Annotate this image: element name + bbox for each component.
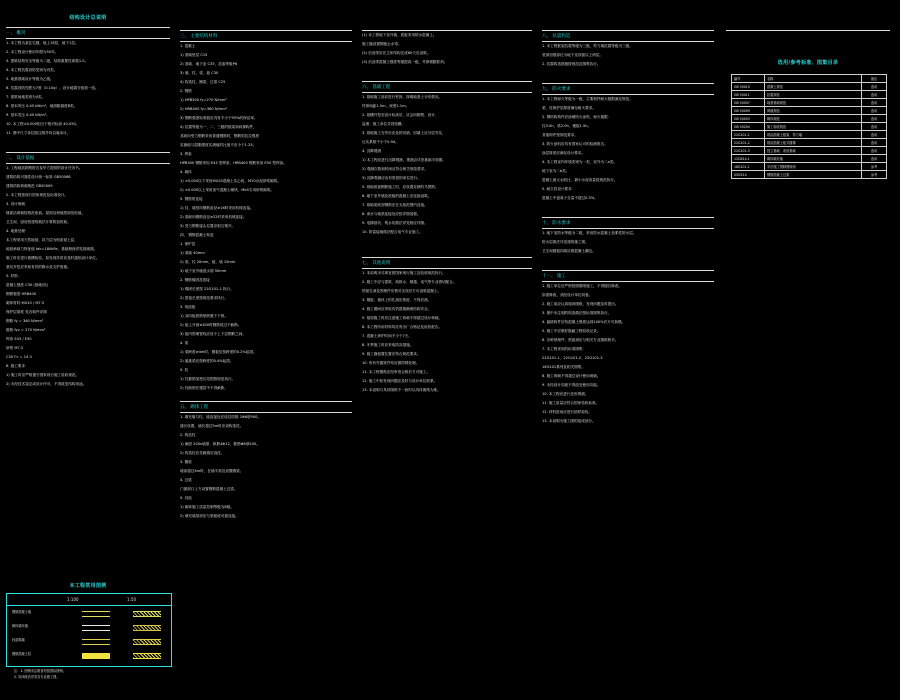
- note-line: 卫生间楼板四周应做混凝土翻边。: [542, 249, 596, 253]
- note-line: 1. 工程地质勘察报告及甲方提供的设计任务书。: [6, 166, 83, 170]
- divider: [726, 30, 890, 31]
- note-line: 2. 钢结构构件应涂刷防火涂料，耐火极限：: [542, 115, 612, 119]
- note-line: 2) 基础、地下室 C35，抗渗等级P6: [180, 62, 238, 66]
- note-line: 3) 钢筋强度标准值应具有不小于95%的保证率。: [180, 116, 258, 120]
- note-line: 10. 防雷接地做法配合电气专业施工。: [362, 230, 423, 234]
- note-line: 实测值与屈服强度实测值的比值不应小于1.25。: [180, 143, 257, 147]
- note-line: 2) HRB400 fy=360 N/mm²: [180, 107, 228, 111]
- note-line: 5. 耐久性设计要求：: [542, 187, 576, 191]
- note-line: 2) 板上开洞≤300时钢筋绕过不截断。: [180, 323, 242, 327]
- table-cell: 混凝土规范: [765, 83, 862, 91]
- section-heading: 十一、 施工: [542, 274, 566, 279]
- table-row: [732, 139, 887, 147]
- note-line: 门窗洞口上方设置钢筋混凝土过梁。: [180, 487, 238, 491]
- note-line: 4. 本工程抗震设防类别为丙类。: [6, 68, 58, 72]
- section-foundation-lines: [362, 93, 532, 237]
- legend-scale-1: 1:100: [67, 597, 79, 602]
- table-row: [732, 83, 887, 91]
- note-line: 2) 填充墙顶部应与梁板底可靠连接。: [180, 514, 239, 518]
- note-line: 2. 本工程设计使用年限为50年。: [6, 50, 59, 54]
- note-line: 2) ±0.000以上采用加气混凝土砌块，Mb5专用砂浆砌筑。: [180, 188, 275, 192]
- note-line: 3. 楼板、墙体上的孔洞应预留，不得后凿。: [362, 298, 432, 302]
- table-row: [732, 155, 887, 163]
- legend-swatch: [82, 625, 110, 631]
- table-cell: 22G101-1: [732, 131, 765, 139]
- note-line: 3) 受力钢筋接头位置应相互错开。: [180, 224, 236, 228]
- note-line: 焊条 E43 / E50: [6, 337, 32, 341]
- table-cell: GB 50011: [732, 91, 765, 99]
- table-cell: GB 50007: [732, 99, 765, 107]
- note-line: 1) HPB300 fy=270 N/mm²: [180, 98, 227, 102]
- legend-label: 砌体填充墙: [12, 624, 28, 628]
- note-line: 6. 施工要求：: [6, 364, 29, 368]
- table-cell: 12G614-1: [732, 155, 765, 163]
- table-cell: 22G101-3: [732, 147, 765, 155]
- note-line: 9. 施工缝留置位置应符合规范要求。: [362, 352, 421, 356]
- note-line: 11. 施工质量应符合国家验收标准。: [542, 401, 600, 405]
- legend-divider: [7, 605, 171, 606]
- table-cell: 现浇混凝土板式楼梯: [765, 139, 862, 147]
- table-row: [732, 115, 887, 123]
- note-line: 22G101-1、22G101-2、22G101-3: [542, 356, 603, 360]
- table-row: [732, 147, 887, 155]
- legend-scale-2: 1:50: [127, 597, 136, 602]
- note-line: 其纵向受力钢筋采用普通钢筋时，钢筋的抗拉强度: [180, 134, 260, 138]
- table-cell: 独立基础、条形基础: [765, 147, 862, 155]
- table-row: [732, 163, 887, 171]
- section-waterproof-lines: [542, 229, 714, 256]
- note-line: 预留孔洞及预埋件应核对无误后方可浇筑混凝土。: [362, 289, 442, 293]
- table-cell: 砌体规范: [765, 115, 862, 123]
- note-line: 5. 施工中应做好隐蔽工程验收记录。: [542, 329, 601, 333]
- note-line: 11. 本工程图纸应经审查合格后方可施工。: [362, 370, 430, 374]
- note-line: 4. 地基处理：: [6, 229, 29, 233]
- section-heading: 六、 基础工程: [362, 85, 391, 90]
- note-line: 建筑结构荷载规范 GB50009: [6, 184, 53, 188]
- note-line: 1) ±0.000以下采用MU20混凝土实心砖，M10水泥砂浆砌筑。: [180, 179, 281, 183]
- drawing-title: 结构设计总说明: [69, 15, 107, 21]
- note-line: 7. 混凝土养护时间不少于7天。: [362, 334, 412, 338]
- note-line: 1. 本工程为某住宅楼，地上18层，地下1层。: [6, 41, 79, 45]
- note-line: 3. 现浇板: [180, 305, 196, 309]
- note-line: 其他构件按规范要求。: [542, 133, 578, 137]
- note-line: 地基承载力特征值 fak=180kPa，基础埋深详见基础图。: [6, 247, 98, 251]
- note-line: 1) 锚固长度按 22G101-1 执行。: [180, 287, 234, 291]
- divider: [6, 152, 170, 153]
- table-cell: 选用: [862, 99, 887, 107]
- note-line: 1) 梁跨度≥4m时，模板应按跨度的0.2%起拱。: [180, 350, 257, 354]
- table-cell: 选用: [862, 139, 887, 147]
- note-line: 10. 本工程应进行变形观测。: [542, 392, 589, 396]
- note-line: 3. 设计荷载：: [6, 202, 29, 206]
- table-cell: 16G101-1: [732, 163, 765, 171]
- note-line: 2. 构造柱: [180, 433, 196, 437]
- note-line: 9. 未经设计同意不得改变使用功能。: [542, 383, 601, 387]
- legend-note: 2. 具体做法详见各专业施工图。: [14, 675, 60, 679]
- table-cell: GB 50003: [732, 115, 765, 123]
- column-1: [6, 0, 170, 389]
- note-line: 四、 钢筋混凝土构造: [180, 233, 214, 237]
- note-line: 12. 施工中如发现问题应及时与设计单位联系。: [362, 379, 438, 383]
- table-cell: 选用: [862, 131, 887, 139]
- note-line: 1. 本工程耐火等级为一级，主要构件耐火极限满足规范。: [542, 97, 633, 101]
- section-heading: 十、 防水要求: [542, 221, 571, 226]
- note-line: 1) 基础 40mm: [180, 251, 205, 255]
- note-line: 3) 沉降观测应由有资质的单位进行。: [362, 176, 421, 180]
- column-3: [362, 0, 532, 395]
- table-row: [732, 99, 887, 107]
- legend-swatch-hatched: [133, 625, 161, 631]
- note-line: 5. 基础底板钢筋施工时，应设置足够的马凳筋。: [362, 185, 439, 189]
- note-line: 3. 焊条: [180, 152, 192, 156]
- note-line: 通长设置，墙长超过5m时应设构造柱。: [180, 424, 244, 428]
- note-line: 5. 屋面施工时应注意施工荷载不得超过设计荷载。: [362, 316, 443, 320]
- table-cell: 荷载规范: [765, 107, 862, 115]
- section-heading: 八、 抗震构造: [542, 34, 571, 39]
- note-line: 施工时应进行基槽检验，如发现异常应及时通知设计单位。: [6, 256, 100, 260]
- note-line: 4. 沉降观测: [362, 149, 381, 153]
- note-line: 2) 梁纵向钢筋直径≥22时采用机械连接。: [180, 215, 247, 219]
- note-line: 1. 保护层: [180, 242, 196, 246]
- legend-note: 注：1. 图例未注明者均按国标图例。: [14, 669, 66, 673]
- note-line: 施工缝设置钢板止水带。: [362, 42, 402, 46]
- table-cell: 现浇混凝土框架、剪力墙: [765, 131, 862, 139]
- section-heading: 七、 其他说明: [362, 261, 391, 266]
- divider: [6, 27, 170, 28]
- note-line: 建筑结构可靠性设计统一标准 GB50068: [6, 175, 71, 179]
- note-line: 砂浆 M7.5: [6, 346, 24, 350]
- note-line: 10. 所有外露铁件均应做防锈处理。: [362, 361, 420, 365]
- note-line: 2) 观测次数和时间应符合相关规范要求。: [362, 167, 428, 171]
- note-line: 8. 施工荷载不得超过设计使用荷载。: [542, 374, 601, 378]
- section-heading: 九、 防火要求: [542, 87, 571, 92]
- divider: [542, 270, 714, 271]
- note-line: 4) 抗震等级为一、二、三级的框架和斜撑构件，: [180, 125, 257, 129]
- note-line: 5. 钢筋的连接: [180, 197, 203, 201]
- note-line: 3. 防火涂料应具有国家认可的检测报告。: [542, 142, 608, 146]
- note-line: 8. 冬季施工时应采取防冻措施。: [362, 343, 414, 347]
- legend-table: [6, 593, 172, 667]
- note-line: 3. 圈梁: [180, 460, 192, 464]
- note-line: 墙高超过4m时，在墙半高处设置圈梁。: [180, 469, 244, 473]
- note-line: 8. 承台与地梁连接处应按详图加强。: [362, 212, 421, 216]
- divider: [180, 401, 352, 402]
- legend-swatch-hatched: [133, 611, 161, 617]
- note-line: (2) 后浇带应在主体结构完成60天后浇筑。: [362, 51, 431, 55]
- note-line: 防水层做法详见建筑施工图。: [542, 240, 589, 244]
- note-line: 1) 本工程应进行沉降观测，观测点详见基础平面图。: [362, 158, 446, 162]
- note-line: 3. 基础施工完毕后应及时回填，回填土应分层夯实，: [362, 131, 446, 135]
- note-line: 10. 本工程±0.000相当于绝对标高 40.050。: [6, 122, 80, 126]
- note-line: 2. 本工程按现行国家规范及标准设计。: [6, 193, 69, 197]
- note-line: 2. 施工中应与建筑、给排水、暖通、电气等专业密切配合。: [362, 280, 457, 284]
- section-heading: 二、 设计依据: [6, 156, 35, 161]
- section-masonry-lines: [180, 413, 352, 521]
- table-cell: 05G514: [732, 171, 765, 179]
- note-line: 5. 其他: [180, 496, 192, 500]
- note-line: 5. 地基基础设计等级为乙级。: [6, 77, 54, 81]
- note-line: 4. 砌体: [180, 170, 192, 174]
- note-line: 混凝土中氯离子含量不超过0.3%。: [542, 196, 598, 200]
- note-line: 6. 本工程所用材料均应有出厂合格证及检验报告。: [362, 325, 443, 329]
- note-line: 4. 本工程室内环境类别为一类，室外为二a类。: [542, 160, 618, 164]
- section-heading: 五、 砌体工程: [180, 405, 209, 410]
- table-cell: 选用: [862, 147, 887, 155]
- table-cell: 砌体填充墙: [765, 155, 862, 163]
- note-line: 混凝土强度 C30 (基础/柱): [6, 283, 49, 287]
- note-line: 1. 填充墙与柱、墙连接处应设拉结筋 2Φ6@500。: [180, 415, 262, 419]
- divider: [542, 83, 714, 84]
- table-cell: 编号: [732, 75, 765, 83]
- note-line: 3. 建筑结构安全等级为二级，结构重要性系数1.0。: [6, 59, 89, 63]
- note-line: 12. 材料进场应进行抽样检验。: [542, 410, 592, 414]
- section-materials-lines: [180, 42, 352, 393]
- table-cell: GB 50010: [732, 83, 765, 91]
- note-line: 1. 施工单位应严格按照图纸施工，不得擅自修改。: [542, 284, 623, 288]
- note-line: 3) 板内预埋管线应设于上下层钢筋之间。: [180, 332, 246, 336]
- table-cell: 22G101-2: [732, 139, 765, 147]
- note-line: 涂层厚度应满足设计要求。: [542, 151, 586, 155]
- note-line: 砌体材料 MU10 / M7.5: [6, 301, 45, 305]
- note-line: 13. 本说明为施工图的组成部分。: [542, 419, 596, 423]
- note-line: 地下室为二b类。: [542, 169, 570, 173]
- note-line: 1. 地下室防水等级为二级，采用防水混凝土加柔性防水层。: [542, 231, 637, 235]
- note-line: 楼面活荷载按规范取值，屋面活荷载按规范取值。: [6, 211, 86, 215]
- table-row: [732, 171, 887, 179]
- legend-swatch: [82, 639, 110, 645]
- note-line: 3) 墙、柱、梁、板 C30: [180, 71, 219, 75]
- note-line: 16G101系列及相关图集。: [542, 365, 585, 369]
- note-line: 4) 构造柱、圈梁、过梁 C25: [180, 80, 226, 84]
- note-line: 压实系数不小于0.94。: [362, 140, 399, 144]
- note-line: 3. 图中未注明的构造做法按标准图集执行。: [542, 311, 612, 315]
- section-basis-lines: [6, 164, 170, 389]
- table-cell: 名称: [765, 75, 862, 83]
- section-heading: 三、 主要结构材料: [180, 34, 218, 39]
- note-line: 7. 基础梁底部钢筋应在支座范围内连接。: [362, 203, 428, 207]
- note-line: 1) 砌体施工质量控制等级为B级。: [180, 505, 235, 509]
- note-line: 钎探间距1.5m，深度2.1m。: [362, 104, 410, 108]
- table-cell: 参考: [862, 163, 887, 171]
- note-line: 7. 本工程采用的标准图集：: [542, 347, 587, 351]
- note-line: 如需修改，须经设计单位同意。: [542, 293, 593, 297]
- note-line: 卫生间、厨房按建筑做法计算附加恒载。: [6, 220, 71, 224]
- table-cell: 选用: [862, 91, 887, 99]
- section-seismic-lines: [542, 42, 714, 69]
- note-line: 钢筋 fy = 360 N/mm²: [6, 319, 44, 323]
- section-overview-lines: [6, 39, 170, 138]
- note-line: 本工程采用天然地基，持力层为粉质黏土层，: [6, 238, 78, 242]
- section-heading: 一、 概况: [6, 31, 26, 36]
- table-cell: 抗震规范: [765, 91, 862, 99]
- divider: [180, 30, 352, 31]
- note-line: 基坑开挖应采取有效的降水及支护措施。: [6, 265, 71, 269]
- table-cell: 选用: [862, 115, 887, 123]
- note-line: 底部加强部位为地下室顶板以上两层。: [542, 53, 604, 57]
- note-line: 2. 钢筋: [180, 89, 192, 93]
- note-line: 梁、柱保护层厚度满足耐火要求。: [542, 106, 596, 110]
- table-cell: 平法施工图制图规则: [765, 163, 862, 171]
- divider: [542, 217, 714, 218]
- standards-table: [731, 74, 887, 179]
- table-row: [732, 123, 887, 131]
- note-line: 2) 悬挑梁应按跨度的0.4%起拱。: [180, 359, 234, 363]
- section-other-lines: [362, 269, 532, 395]
- note-line: 4. 施工期间应采取有效措施确保结构安全。: [362, 307, 432, 311]
- note-line: 2) 搭接长度按规范要求执行。: [180, 296, 228, 300]
- note-line: 2) 未经技术鉴定或设计许可，不得改变结构用途。: [6, 382, 87, 386]
- note-line: 2. 钢筋锚固及搭接: [180, 278, 210, 282]
- section-construction-lines: [542, 282, 714, 426]
- note-line: HPB300 钢筋采用 E43 型焊条，HRB400 钢筋采用 E50 型焊条。: [180, 161, 287, 165]
- note-line: 1. 本说明未尽事宜按国家现行施工及验收规范执行。: [362, 271, 446, 275]
- note-line: (1) 本工程地下室外墙、底板采用防水混凝土。: [362, 33, 437, 37]
- note-line: 钢筋强度 HRB400: [6, 292, 37, 296]
- note-line: 混凝土最大水胶比、最小水泥用量按规范执行。: [542, 178, 618, 182]
- note-line: (3) 后浇带混凝土强度等级提高一级，并掺微膨胀剂。: [362, 60, 448, 64]
- note-line: 9. 电梯基坑、集水坑做法详见相应详图。: [362, 221, 428, 225]
- table-cell: 钢筋混凝土过梁: [765, 171, 862, 179]
- table-cell: 施工验收规范: [765, 123, 862, 131]
- divider: [542, 30, 714, 31]
- note-line: 11. 图中尺寸单位除注明外均以毫米计。: [6, 131, 71, 135]
- table-cell: GB 50204: [732, 123, 765, 131]
- divider: [362, 81, 532, 82]
- note-line: 1) 施工时应严格遵守国家现行施工验收规范。: [6, 373, 80, 377]
- note-line: 4. 梁: [180, 341, 189, 345]
- column-5: [726, 0, 890, 66]
- column-4: [542, 0, 714, 426]
- table-cell: 选用: [862, 107, 887, 115]
- note-line: 1. 混凝土: [180, 44, 196, 48]
- note-line: 2. 施工前应认真阅读图纸，发现问题及时提出。: [542, 302, 619, 306]
- note-line: 1) 柱箍筋加密区范围按规范执行。: [180, 377, 236, 381]
- table-cell: 参考: [862, 171, 887, 179]
- legend-swatch-hatched: [133, 653, 161, 659]
- table-cell: 选用: [862, 83, 887, 91]
- note-line: 3) 地下室外墙迎水面 50mm: [180, 269, 227, 273]
- note-line: 2) 构造柱应先砌墙后浇柱。: [180, 451, 225, 455]
- note-line: 1. 本工程框架抗震等级为三级，剪力墙抗震等级为三级。: [542, 44, 633, 48]
- note-line: 5. 材料：: [6, 274, 22, 278]
- note-line: 9. 基本雪压 0.40 kN/m²。: [6, 113, 50, 117]
- note-line: 6. 抗震设防烈度为7度（0.10g），设计地震分组第一组。: [6, 86, 99, 90]
- table-cell: 备注: [862, 75, 887, 83]
- note-line: C30 f'c = 14.3: [6, 355, 32, 359]
- note-line: 箍筋 fyv = 270 N/mm²: [6, 328, 46, 332]
- note-line: 2. 抗震构造措施按规范及图集执行。: [542, 62, 601, 66]
- legend-swatch-hatched: [133, 639, 161, 645]
- column-2: [180, 0, 352, 521]
- section-top-lines: [362, 31, 532, 67]
- standards-title: 选用/参考标准、图集目录: [777, 60, 839, 66]
- note-line: 1) 截面 200x墙厚，纵筋4Φ12，箍筋Φ6@200。: [180, 442, 260, 446]
- note-line: 4. 过梁: [180, 478, 192, 482]
- table-row: [732, 131, 887, 139]
- note-line: 7. 建筑场地类别为II类。: [6, 95, 46, 99]
- legend-label: 钢筋混凝土柱: [12, 652, 32, 656]
- note-line: 6. 各种预埋件、预留洞应与相关专业图纸核对。: [542, 338, 619, 342]
- note-line: 2) 梁、柱 20mm，板、墙 15mm: [180, 260, 236, 264]
- table-cell: GB 50009: [732, 107, 765, 115]
- note-line: 柱3.0h，梁2.0h，楼板1.5h。: [542, 124, 592, 128]
- note-line: 4. 悬挑构件应待混凝土强度达到100%后方可拆模。: [542, 320, 626, 324]
- legend-title: 本工程常用图例: [69, 583, 107, 589]
- legend-label: 轻质隔墙: [12, 638, 25, 642]
- note-line: 监理、施工单位共同验槽。: [362, 122, 406, 126]
- note-line: 1) 柱、墙竖向钢筋直径≥16时采用机械连接。: [180, 206, 254, 210]
- table-cell: 地基基础规范: [765, 99, 862, 107]
- table-cell: 选用: [862, 155, 887, 163]
- note-line: 1. 基础施工前应进行钎探，探明地基土分布情况。: [362, 95, 443, 99]
- legend-swatch: [82, 653, 110, 659]
- divider: [362, 257, 532, 258]
- table-header-row: [732, 75, 887, 83]
- table-row: [732, 91, 887, 99]
- note-line: 13. 本说明与具体图纸不一致时以具体图纸为准。: [362, 388, 441, 392]
- note-line: 1) 基础垫层 C15: [180, 53, 208, 57]
- table-cell: 选用: [862, 123, 887, 131]
- note-line: 6. 地下室外墙及底板的混凝土应连续浇筑。: [362, 194, 432, 198]
- note-line: 2) 柱纵筋在楼层中不得截断。: [180, 386, 228, 390]
- legend-label: 钢筋混凝土墙: [12, 610, 32, 614]
- legend-notes: [14, 668, 66, 680]
- note-line: 5. 柱: [180, 368, 189, 372]
- note-line: 保护层厚度 见各构件详图: [6, 310, 47, 314]
- note-line: 8. 基本风压 0.45 kN/m²，地面粗糙度B类。: [6, 104, 78, 108]
- note-line: 2. 基槽开挖至设计标高后，应会同勘察、设计、: [362, 113, 439, 117]
- table-row: [732, 107, 887, 115]
- note-line: 1) 双向板底筋短跨置于下排。: [180, 314, 228, 318]
- section-fire-lines: [542, 95, 714, 203]
- legend-swatch: [82, 611, 110, 617]
